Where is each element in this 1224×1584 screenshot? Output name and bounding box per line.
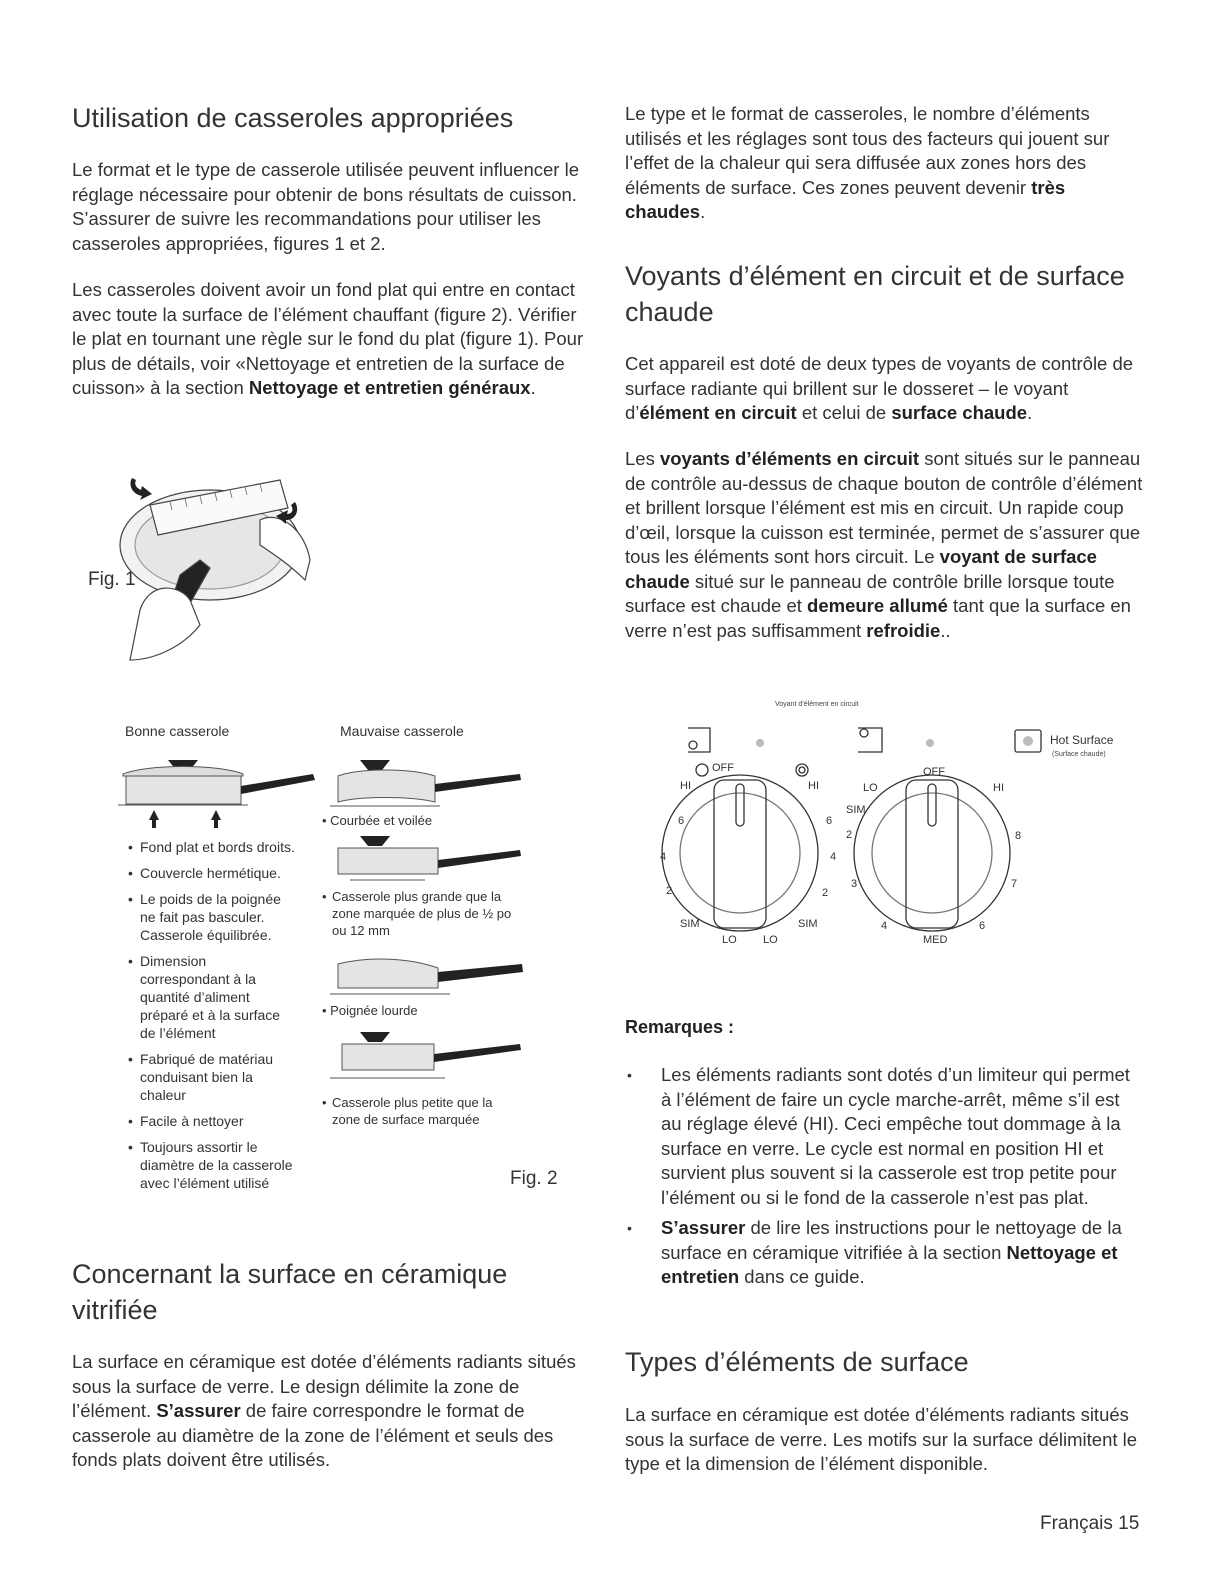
element-indicator-icon [858, 728, 882, 752]
paragraph-voyants-2: Les voyants d’éléments en circuit sont situés sur le panneau de contrôle au-dessus de chaque bouton de contrôle d’élément et brillent lorsque l’élément est mis en circuit. Un rapide coup d’œil, lorsque la cuisson est terminée, permet de s’assurer que tous les éléments sont hors circuit. Le voyant de surface chaude situé sur le panneau de contrôle brille lorsque toute surface est chaude et demeure allumé tant que la surface en verre n’est pas suffisamment refroidie.. [625, 448, 1143, 641]
list-item: • Couvercle hermétique. [128, 864, 298, 882]
indicator-light-icon [926, 739, 934, 747]
bad-pan-heavy-handle-illustration [330, 950, 530, 1000]
list-item: • Toujours assortir le diamètre de la casserole avec l’élément utilisé [128, 1138, 298, 1192]
heading-types: Types d’éléments de surface [625, 1347, 969, 1377]
hand-left [130, 588, 200, 660]
good-pan-list [128, 838, 298, 1200]
bad-pan-title: Mauvaise casserole [340, 723, 464, 739]
indicator-light-icon [756, 739, 764, 747]
bad-pan-large-label: • Casserole plus grande que la zone marquée de plus de ½ po ou 12 mm [322, 889, 512, 938]
hot-surface-light-icon [1023, 736, 1033, 746]
voyant-label: Voyant d’élément en circuit [775, 701, 859, 708]
paragraph-casseroles-2: Les casseroles doivent avoir un fond plat qui entre en contact avec toute la surface de l’élément chauffant (figure 2). Vérifier le plat en tournant une règle sur le fond du plat (figure 1). Pour plus de détails, voir «Nettoyage et entretien de la surface de cuisson» à la section Nettoyage et entretien généraux. [72, 279, 584, 398]
good-pan-illustration [118, 752, 318, 832]
fig1-illustration [110, 460, 320, 670]
rotate-arrow-left-icon [130, 478, 152, 500]
bad-pan-small-label: • Casserole plus petite que la zone de surface marquée [322, 1095, 493, 1127]
paragraph-ceramique: La surface en céramique est dotée d’éléments radiants situés sous la surface de verre. Le design délimite la zone de l’élément. S’assurer de faire correspondre le format de casserole au diamètre de la zone de l’élément et seuls des fonds plats doivent être utilisés. [72, 1351, 576, 1470]
bad-pan-warped-label: • Courbée et voilée [322, 813, 433, 828]
fig2-label: Fig. 2 [510, 1168, 558, 1189]
remarques-title: Remarques : [625, 1017, 735, 1037]
bad-pan-warped-illustration [330, 752, 530, 812]
up-arrow-icon [211, 810, 221, 828]
up-arrow-icon [149, 810, 159, 828]
knob-right [854, 775, 1010, 931]
remarques-list [625, 1063, 1145, 1296]
hot-surface-label: Hot Surface [1050, 733, 1114, 747]
list-item: • S’assurer de lire les instructions pour le nettoyage de la surface en céramique vitrifiée à la section Nettoyage et entretien dans ce guide. [625, 1216, 1145, 1290]
page-number: Français 15 [1040, 1513, 1140, 1534]
fig1-label: Fig. 1 [88, 569, 136, 590]
heading-ceramique: Concernant la surface en céramique vitrifiée [72, 1259, 508, 1325]
bad-pan-large-illustration [330, 832, 530, 887]
list-item: • Fond plat et bords droits. [128, 838, 298, 856]
list-item: • Facile à nettoyer [128, 1112, 298, 1130]
list-item: • Dimension correspondant à la quantité d’aliment préparé et à la surface de l’élément [128, 952, 298, 1042]
list-item: • Les éléments radiants sont dotés d’un limiteur qui permet à l’élément de faire un cycle marche-arrêt, même s’il est au réglage élevé (HI). Ceci empêche tout dommage à la surface en verre. Le cycle est normal en position HI et survient plus souvent si la casserole est trop petite pour l’élément ou si le fond de la casserole n’est pas plat. [625, 1063, 1145, 1210]
hot-surface-label-fr: (Surface chaude) [1052, 751, 1106, 758]
list-item: • Fabriqué de matériau conduisant bien la chaleur [128, 1050, 298, 1104]
heading-casseroles: Utilisation de casseroles appropriées [72, 103, 514, 133]
knob-left [662, 775, 818, 931]
paragraph-casseroles-1: Le format et le type de casserole utilisée peuvent influencer le réglage nécessaire pour obtenir de bons résultats de cuisson. S’assurer de suivre les recommandations pour utiliser les casseroles appropriées, figures 1 et 2. [72, 159, 579, 254]
list-item: • Le poids de la poignée ne fait pas basculer. Casserole équilibrée. [128, 890, 298, 944]
bad-pan-small-illustration [330, 1028, 530, 1088]
paragraph-voyants-1: Cet appareil est doté de deux types de voyants de contrôle de surface radiante qui brillent sur le dosseret – le voyant d’élément en circuit et celui de surface chaude. [625, 353, 1134, 423]
bad-pan-heavy-label: • Poignée lourde [322, 1003, 418, 1018]
good-pan-title: Bonne casserole [125, 723, 230, 739]
heading-voyants: Voyants d’élément en circuit et de surface chaude [625, 261, 1125, 327]
paragraph-types: La surface en céramique est dotée d’éléments radiants situés sous la surface de verre. Les motifs sur la surface délimitent le type et la dimension de l’élément disponible. [625, 1404, 1138, 1474]
paragraph-intro-right: Le type et le format de casseroles, le nombre d’éléments utilisés et les réglages sont tous des facteurs qui jouent sur l’effet de la chaleur qui sera diffusée aux zones hors des éléments de surface. Ces zones peuvent devenir très chaudes. [625, 103, 1110, 222]
